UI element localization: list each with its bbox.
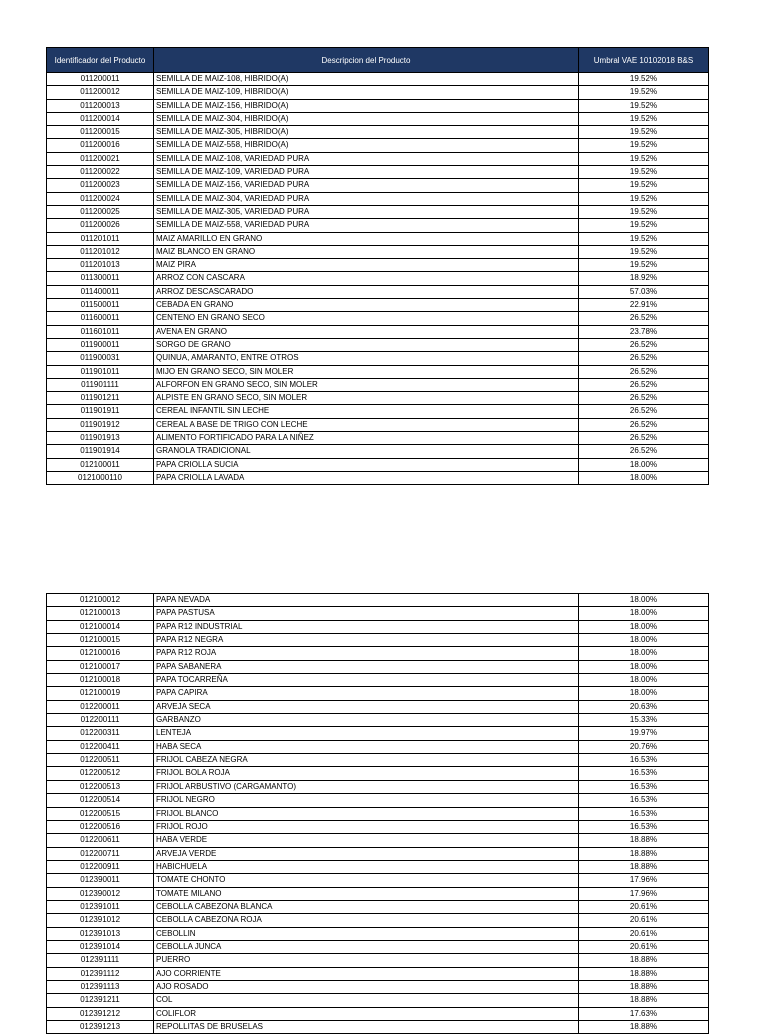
threshold-cell: 19.52%	[579, 179, 709, 192]
product-id-cell: 011201011	[47, 232, 154, 245]
table-row	[47, 166, 709, 179]
table-row	[47, 99, 709, 112]
product-id-cell: 012391213	[47, 1021, 154, 1034]
table-row	[47, 1021, 709, 1034]
threshold-cell: 16.53%	[579, 780, 709, 793]
threshold-cell: 57.03%	[579, 285, 709, 298]
product-description-cell: ARVEJA VERDE	[154, 847, 579, 860]
table-row	[47, 259, 709, 272]
product-description-cell: CENTENO EN GRANO SECO	[154, 312, 579, 325]
threshold-cell: 26.52%	[579, 338, 709, 351]
product-description-cell: SEMILLA DE MAIZ-109, VARIEDAD PURA	[154, 166, 579, 179]
product-id-cell: 011200013	[47, 99, 154, 112]
product-description-cell: HABA VERDE	[154, 834, 579, 847]
product-id-cell: 012100019	[47, 687, 154, 700]
threshold-cell: 17.96%	[579, 887, 709, 900]
threshold-cell: 26.52%	[579, 432, 709, 445]
product-description-cell: ALFORFON EN GRANO SECO, SIN MOLER	[154, 378, 579, 391]
product-description-cell: SEMILLA DE MAIZ-108, HIBRIDO(A)	[154, 73, 579, 86]
product-id-cell: 0121000110	[47, 471, 154, 484]
product-id-cell: 011200025	[47, 205, 154, 218]
threshold-cell: 26.52%	[579, 378, 709, 391]
product-description-cell: SEMILLA DE MAIZ-304, VARIEDAD PURA	[154, 192, 579, 205]
threshold-cell: 18.00%	[579, 634, 709, 647]
table-row	[47, 687, 709, 700]
threshold-cell: 18.88%	[579, 967, 709, 980]
table-row	[47, 471, 709, 484]
threshold-cell: 18.88%	[579, 860, 709, 873]
product-description-cell: QUINUA, AMARANTO, ENTRE OTROS	[154, 352, 579, 365]
product-description-cell: TOMATE MILANO	[154, 887, 579, 900]
table-row	[47, 607, 709, 620]
table-row	[47, 139, 709, 152]
product-description-cell: GRANOLA TRADICIONAL	[154, 445, 579, 458]
product-description-cell: SEMILLA DE MAIZ-558, HIBRIDO(A)	[154, 139, 579, 152]
product-id-cell: 011200014	[47, 112, 154, 125]
product-id-cell: 012100015	[47, 634, 154, 647]
product-id-cell: 012100011	[47, 458, 154, 471]
table-row	[47, 914, 709, 927]
threshold-cell: 26.52%	[579, 352, 709, 365]
threshold-cell: 19.52%	[579, 219, 709, 232]
product-description-cell: SEMILLA DE MAIZ-156, HIBRIDO(A)	[154, 99, 579, 112]
table-row	[47, 994, 709, 1007]
threshold-cell: 18.88%	[579, 834, 709, 847]
table-row	[47, 152, 709, 165]
product-id-cell: 011200026	[47, 219, 154, 232]
table-row	[47, 674, 709, 687]
product-id-cell: 012100014	[47, 620, 154, 633]
table-row	[47, 405, 709, 418]
threshold-cell: 20.61%	[579, 940, 709, 953]
threshold-cell: 19.52%	[579, 259, 709, 272]
table-row	[47, 660, 709, 673]
threshold-cell: 18.00%	[579, 660, 709, 673]
table-row	[47, 1007, 709, 1020]
product-description-cell: CEBADA EN GRANO	[154, 299, 579, 312]
threshold-cell: 19.52%	[579, 73, 709, 86]
product-description-cell: FRIJOL ROJO	[154, 820, 579, 833]
threshold-cell: 26.52%	[579, 312, 709, 325]
threshold-cell: 19.52%	[579, 232, 709, 245]
threshold-cell: 18.00%	[579, 471, 709, 484]
threshold-cell: 19.52%	[579, 112, 709, 125]
product-description-cell: GARBANZO	[154, 714, 579, 727]
product-id-cell: 012391211	[47, 994, 154, 1007]
table-row	[47, 900, 709, 913]
product-id-cell: 012391113	[47, 980, 154, 993]
threshold-cell: 22.91%	[579, 299, 709, 312]
product-id-cell: 011400011	[47, 285, 154, 298]
threshold-cell: 19.52%	[579, 99, 709, 112]
product-id-cell: 011901914	[47, 445, 154, 458]
header-description: Descripcion del Producto	[154, 48, 579, 73]
product-id-cell: 012200611	[47, 834, 154, 847]
table-row	[47, 458, 709, 471]
product-id-cell: 012100017	[47, 660, 154, 673]
product-description-cell: HABA SECA	[154, 740, 579, 753]
product-description-cell: MIJO EN GRANO SECO, SIN MOLER	[154, 365, 579, 378]
threshold-cell: 19.97%	[579, 727, 709, 740]
table-row	[47, 179, 709, 192]
product-id-cell: 012390011	[47, 874, 154, 887]
threshold-cell: 18.88%	[579, 954, 709, 967]
threshold-cell: 23.78%	[579, 325, 709, 338]
threshold-cell: 18.00%	[579, 620, 709, 633]
product-description-cell: SEMILLA DE MAIZ-108, VARIEDAD PURA	[154, 152, 579, 165]
table-row	[47, 740, 709, 753]
threshold-cell: 18.92%	[579, 272, 709, 285]
table-row	[47, 887, 709, 900]
product-description-cell: PAPA R12 NEGRA	[154, 634, 579, 647]
table-row	[47, 967, 709, 980]
threshold-cell: 18.88%	[579, 994, 709, 1007]
threshold-cell: 16.53%	[579, 767, 709, 780]
product-description-cell: PUERRO	[154, 954, 579, 967]
product-description-cell: ARROZ DESCASCARADO	[154, 285, 579, 298]
threshold-cell: 15.33%	[579, 714, 709, 727]
table-row	[47, 700, 709, 713]
product-id-cell: 011900011	[47, 338, 154, 351]
threshold-cell: 18.00%	[579, 607, 709, 620]
product-id-cell: 012200514	[47, 794, 154, 807]
table-row	[47, 312, 709, 325]
table-row	[47, 820, 709, 833]
product-id-cell: 011500011	[47, 299, 154, 312]
table-row	[47, 847, 709, 860]
product-description-cell: AVENA EN GRANO	[154, 325, 579, 338]
product-description-cell: SEMILLA DE MAIZ-305, VARIEDAD PURA	[154, 205, 579, 218]
product-table-1	[46, 47, 709, 485]
threshold-cell: 19.52%	[579, 139, 709, 152]
table-row	[47, 794, 709, 807]
threshold-cell: 20.61%	[579, 927, 709, 940]
product-description-cell: CEREAL A BASE DE TRIGO CON LECHE	[154, 418, 579, 431]
table-row	[47, 980, 709, 993]
product-description-cell: ALIMENTO FORTIFICADO PARA LA NIÑEZ	[154, 432, 579, 445]
product-id-cell: 012200911	[47, 860, 154, 873]
table-row	[47, 807, 709, 820]
product-id-cell: 011200021	[47, 152, 154, 165]
table-row	[47, 299, 709, 312]
table-row	[47, 727, 709, 740]
product-id-cell: 011200024	[47, 192, 154, 205]
product-id-cell: 011200015	[47, 126, 154, 139]
product-description-cell: FRIJOL CABEZA NEGRA	[154, 754, 579, 767]
product-description-cell: LENTEJA	[154, 727, 579, 740]
table-row	[47, 927, 709, 940]
product-id-cell: 012100013	[47, 607, 154, 620]
table-row	[47, 432, 709, 445]
table-row	[47, 634, 709, 647]
product-description-cell: SEMILLA DE MAIZ-305, HIBRIDO(A)	[154, 126, 579, 139]
product-id-cell: 012200515	[47, 807, 154, 820]
product-id-cell: 012390012	[47, 887, 154, 900]
product-description-cell: FRIJOL ARBUSTIVO (CARGAMANTO)	[154, 780, 579, 793]
table-row	[47, 392, 709, 405]
product-description-cell: CEBOLLA JUNCA	[154, 940, 579, 953]
table-row	[47, 112, 709, 125]
product-description-cell: CEREAL INFANTIL SIN LECHE	[154, 405, 579, 418]
product-id-cell: 012391112	[47, 967, 154, 980]
product-description-cell: ALPISTE EN GRANO SECO, SIN MOLER	[154, 392, 579, 405]
product-id-cell: 012100018	[47, 674, 154, 687]
product-id-cell: 011300011	[47, 272, 154, 285]
threshold-cell: 18.88%	[579, 980, 709, 993]
table-row	[47, 192, 709, 205]
product-description-cell: ARVEJA SECA	[154, 700, 579, 713]
product-description-cell: SEMILLA DE MAIZ-156, VARIEDAD PURA	[154, 179, 579, 192]
product-description-cell: COL	[154, 994, 579, 1007]
product-description-cell: MAIZ AMARILLO EN GRANO	[154, 232, 579, 245]
threshold-cell: 26.52%	[579, 405, 709, 418]
threshold-cell: 19.52%	[579, 152, 709, 165]
product-id-cell: 012200411	[47, 740, 154, 753]
product-description-cell: PAPA CAPIRA	[154, 687, 579, 700]
product-id-cell: 012200711	[47, 847, 154, 860]
threshold-cell: 18.00%	[579, 458, 709, 471]
product-id-cell: 012100012	[47, 594, 154, 607]
table-row	[47, 860, 709, 873]
table-row	[47, 352, 709, 365]
product-description-cell: SEMILLA DE MAIZ-304, HIBRIDO(A)	[154, 112, 579, 125]
threshold-cell: 18.00%	[579, 674, 709, 687]
product-description-cell: FRIJOL NEGRO	[154, 794, 579, 807]
product-table-2	[46, 593, 709, 1034]
product-id-cell: 011901011	[47, 365, 154, 378]
product-id-cell: 011200012	[47, 86, 154, 99]
product-id-cell: 012391013	[47, 927, 154, 940]
product-id-cell: 012200111	[47, 714, 154, 727]
threshold-cell: 19.52%	[579, 245, 709, 258]
product-id-cell: 011201013	[47, 259, 154, 272]
product-description-cell: PAPA PASTUSA	[154, 607, 579, 620]
product-description-cell: AJO ROSADO	[154, 980, 579, 993]
table-row	[47, 418, 709, 431]
product-id-cell: 011201012	[47, 245, 154, 258]
product-id-cell: 011901111	[47, 378, 154, 391]
threshold-cell: 19.52%	[579, 166, 709, 179]
table-row	[47, 338, 709, 351]
table-row	[47, 126, 709, 139]
table-row	[47, 594, 709, 607]
product-id-cell: 012391012	[47, 914, 154, 927]
product-description-cell: PAPA R12 INDUSTRIAL	[154, 620, 579, 633]
product-id-cell: 012391011	[47, 900, 154, 913]
product-id-cell: 012391111	[47, 954, 154, 967]
product-id-cell: 011200022	[47, 166, 154, 179]
threshold-cell: 26.52%	[579, 365, 709, 378]
threshold-cell: 20.63%	[579, 700, 709, 713]
product-description-cell: CEBOLLA CABEZONA BLANCA	[154, 900, 579, 913]
threshold-cell: 26.52%	[579, 445, 709, 458]
product-description-cell: PAPA CRIOLLA LAVADA	[154, 471, 579, 484]
threshold-cell: 18.00%	[579, 687, 709, 700]
threshold-cell: 20.61%	[579, 914, 709, 927]
threshold-cell: 16.53%	[579, 794, 709, 807]
product-description-cell: FRIJOL BOLA ROJA	[154, 767, 579, 780]
table-row	[47, 325, 709, 338]
product-id-cell: 011600011	[47, 312, 154, 325]
product-description-cell: ARROZ CON CASCARA	[154, 272, 579, 285]
table-row	[47, 834, 709, 847]
table-row	[47, 780, 709, 793]
product-id-cell: 012200516	[47, 820, 154, 833]
threshold-cell: 20.61%	[579, 900, 709, 913]
product-description-cell: PAPA SABANERA	[154, 660, 579, 673]
product-id-cell: 012391212	[47, 1007, 154, 1020]
product-id-cell: 012200311	[47, 727, 154, 740]
table-row	[47, 874, 709, 887]
product-description-cell: PAPA NEVADA	[154, 594, 579, 607]
threshold-cell: 17.63%	[579, 1007, 709, 1020]
threshold-cell: 19.52%	[579, 205, 709, 218]
product-id-cell: 011901913	[47, 432, 154, 445]
product-description-cell: FRIJOL BLANCO	[154, 807, 579, 820]
threshold-cell: 16.53%	[579, 820, 709, 833]
product-description-cell: REPOLLITAS DE BRUSELAS	[154, 1021, 579, 1034]
table-row	[47, 285, 709, 298]
threshold-cell: 20.76%	[579, 740, 709, 753]
threshold-cell: 19.52%	[579, 126, 709, 139]
product-description-cell: PAPA CRIOLLA SUCIA	[154, 458, 579, 471]
threshold-cell: 26.52%	[579, 418, 709, 431]
product-description-cell: SEMILLA DE MAIZ-109, HIBRIDO(A)	[154, 86, 579, 99]
product-description-cell: COLIFLOR	[154, 1007, 579, 1020]
threshold-cell: 19.52%	[579, 192, 709, 205]
product-id-cell: 011200011	[47, 73, 154, 86]
table-row	[47, 954, 709, 967]
table-row	[47, 245, 709, 258]
product-description-cell: SORGO DE GRANO	[154, 338, 579, 351]
product-id-cell: 011900031	[47, 352, 154, 365]
threshold-cell: 18.00%	[579, 594, 709, 607]
product-description-cell: AJO CORRIENTE	[154, 967, 579, 980]
product-id-cell: 011601011	[47, 325, 154, 338]
product-id-cell: 011200023	[47, 179, 154, 192]
table-row	[47, 365, 709, 378]
product-description-cell: MAIZ PIRA	[154, 259, 579, 272]
product-id-cell: 011901911	[47, 405, 154, 418]
product-id-cell: 012200011	[47, 700, 154, 713]
product-id-cell: 012200512	[47, 767, 154, 780]
table-row	[47, 272, 709, 285]
threshold-cell: 16.53%	[579, 807, 709, 820]
table-row	[47, 232, 709, 245]
threshold-cell: 26.52%	[579, 392, 709, 405]
product-description-cell: MAIZ BLANCO EN GRANO	[154, 245, 579, 258]
table-row	[47, 445, 709, 458]
table-row	[47, 219, 709, 232]
header-id: Identificador del Producto	[47, 48, 154, 73]
product-description-cell: HABICHUELA	[154, 860, 579, 873]
table-row	[47, 714, 709, 727]
threshold-cell: 18.88%	[579, 1021, 709, 1034]
table-row	[47, 647, 709, 660]
table-row	[47, 620, 709, 633]
table-row	[47, 86, 709, 99]
product-description-cell: PAPA TOCARREÑA	[154, 674, 579, 687]
threshold-cell: 18.88%	[579, 847, 709, 860]
table-row	[47, 378, 709, 391]
table-header-row	[47, 48, 709, 73]
threshold-cell: 17.96%	[579, 874, 709, 887]
product-id-cell: 011901912	[47, 418, 154, 431]
table-row	[47, 940, 709, 953]
table-row	[47, 205, 709, 218]
product-id-cell: 011901211	[47, 392, 154, 405]
product-id-cell: 012100016	[47, 647, 154, 660]
table-row	[47, 767, 709, 780]
product-description-cell: TOMATE CHONTO	[154, 874, 579, 887]
threshold-cell: 19.52%	[579, 86, 709, 99]
header-threshold: Umbral VAE 10102018 B&S	[579, 48, 709, 73]
table-row	[47, 754, 709, 767]
product-description-cell: PAPA R12 ROJA	[154, 647, 579, 660]
product-description-cell: CEBOLLIN	[154, 927, 579, 940]
product-id-cell: 012200513	[47, 780, 154, 793]
product-id-cell: 012391014	[47, 940, 154, 953]
product-description-cell: CEBOLLA CABEZONA ROJA	[154, 914, 579, 927]
product-id-cell: 011200016	[47, 139, 154, 152]
table-row	[47, 73, 709, 86]
threshold-cell: 16.53%	[579, 754, 709, 767]
threshold-cell: 18.00%	[579, 647, 709, 660]
product-id-cell: 012200511	[47, 754, 154, 767]
product-description-cell: SEMILLA DE MAIZ-558, VARIEDAD PURA	[154, 219, 579, 232]
